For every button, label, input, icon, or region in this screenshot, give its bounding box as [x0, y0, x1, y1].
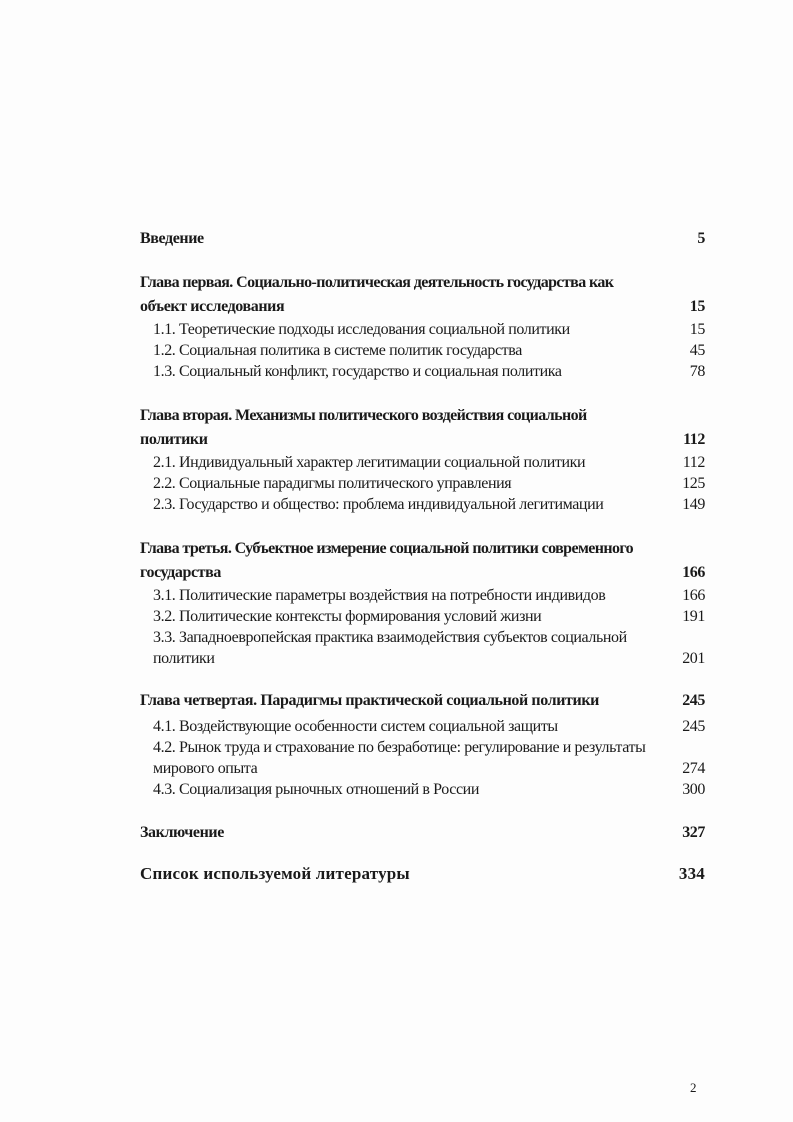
- chapter-2-title-end: [140, 429, 705, 450]
- section-page: 300: [682, 781, 705, 798]
- section-label: 2.3. Государство и общество: проблема индивидуальной легитимации: [153, 496, 604, 513]
- section-label: 4.3. Социализация рыночных отношений в России: [153, 781, 479, 798]
- section-page: 201: [682, 650, 705, 667]
- section-1-1: [140, 319, 705, 340]
- page-number: 2: [690, 1080, 697, 1095]
- section-2-3: [140, 494, 705, 515]
- section-4-2-cont: [140, 758, 705, 779]
- section-1-2: [140, 340, 705, 361]
- section-3-3-cont: [140, 648, 705, 669]
- section-4-1: [140, 716, 705, 737]
- toc-intro-label: Введение: [140, 230, 204, 247]
- section-1-3: [140, 361, 705, 382]
- section-label-cont: политики: [153, 650, 215, 667]
- section-page: 166: [682, 587, 705, 604]
- section-4-3: [140, 779, 705, 800]
- toc-bibliography: [140, 863, 705, 884]
- section-label: 3.3. Западноевропейская практика взаимодействия субъектов социальной: [153, 629, 627, 646]
- toc-conclusion: [140, 822, 705, 843]
- section-page: 245: [682, 718, 705, 735]
- chapter-2: [140, 402, 705, 515]
- chapter-2-page: 112: [683, 431, 705, 448]
- section-3-1: [140, 585, 705, 606]
- toc-bibliography-label: Список используемой литературы: [140, 864, 410, 883]
- chapter-3-page: 166: [682, 564, 705, 581]
- section-label: 1.2. Социальная политика в системе политик государства: [153, 342, 522, 359]
- toc-bibliography-page: 334: [678, 864, 705, 883]
- chapter-1-title: Глава первая. Социально-политическая деятельность государства как: [140, 274, 614, 291]
- section-page: 125: [682, 475, 705, 492]
- table-of-contents: [140, 228, 705, 884]
- section-page: 45: [689, 342, 705, 359]
- section-label: 3.2. Политические контексты формирования условий жизни: [153, 608, 542, 625]
- chapter-1-title-line2: объект исследования: [140, 298, 285, 315]
- section-3-2: [140, 606, 705, 627]
- chapter-2-title: Глава вторая. Механизмы политического воздействия социальной: [140, 407, 587, 424]
- section-4-2: [140, 737, 705, 758]
- section-2-1: [140, 452, 705, 473]
- section-page: 191: [682, 608, 705, 625]
- section-label: 4.2. Рынок труда и страхование по безработице: регулирование и результаты: [153, 739, 646, 756]
- section-page: 112: [682, 454, 705, 471]
- chapter-3: [140, 535, 705, 669]
- chapter-3-title: Глава третья. Субъектное измерение социальной политики современного: [140, 540, 634, 557]
- toc-conclusion-label: Заключение: [140, 824, 224, 841]
- chapter-3-title-end: [140, 562, 705, 583]
- section-page: 274: [682, 760, 705, 777]
- section-label: 2.1. Индивидуальный характер легитимации социальной политики: [153, 454, 586, 471]
- section-label: 3.1. Политические параметры воздействия на потребности индивидов: [153, 587, 606, 604]
- section-3-3: [140, 627, 705, 648]
- chapter-4-page: 245: [682, 692, 705, 709]
- chapter-1-title-end: [140, 296, 705, 317]
- section-label: 1.3. Социальный конфликт, государство и социальная политика: [153, 363, 562, 380]
- section-label-cont: мирового опыта: [153, 760, 258, 777]
- toc-intro: [140, 228, 705, 249]
- chapter-1-page: 15: [689, 298, 705, 315]
- section-label: 4.1. Воздействующие особенности систем социальной защиты: [153, 718, 558, 735]
- section-page: 78: [689, 363, 705, 380]
- chapter-1: [140, 269, 705, 382]
- chapter-2-title-line2: политики: [140, 431, 208, 448]
- section-2-2: [140, 473, 705, 494]
- toc-intro-page: 5: [697, 230, 705, 247]
- section-page: 15: [689, 321, 705, 338]
- chapter-4-title: Глава четвертая. Парадигмы практической социальной политики: [140, 692, 599, 709]
- chapter-4-title-row: [140, 687, 705, 714]
- section-page: 149: [682, 496, 705, 513]
- section-label: 1.1. Теоретические подходы исследования социальной политики: [153, 321, 570, 338]
- chapter-3-title-line2: государства: [140, 564, 221, 581]
- section-label: 2.2. Социальные парадигмы политического управления: [153, 475, 512, 492]
- chapter-4: [140, 687, 705, 800]
- toc-conclusion-page: 327: [682, 824, 705, 841]
